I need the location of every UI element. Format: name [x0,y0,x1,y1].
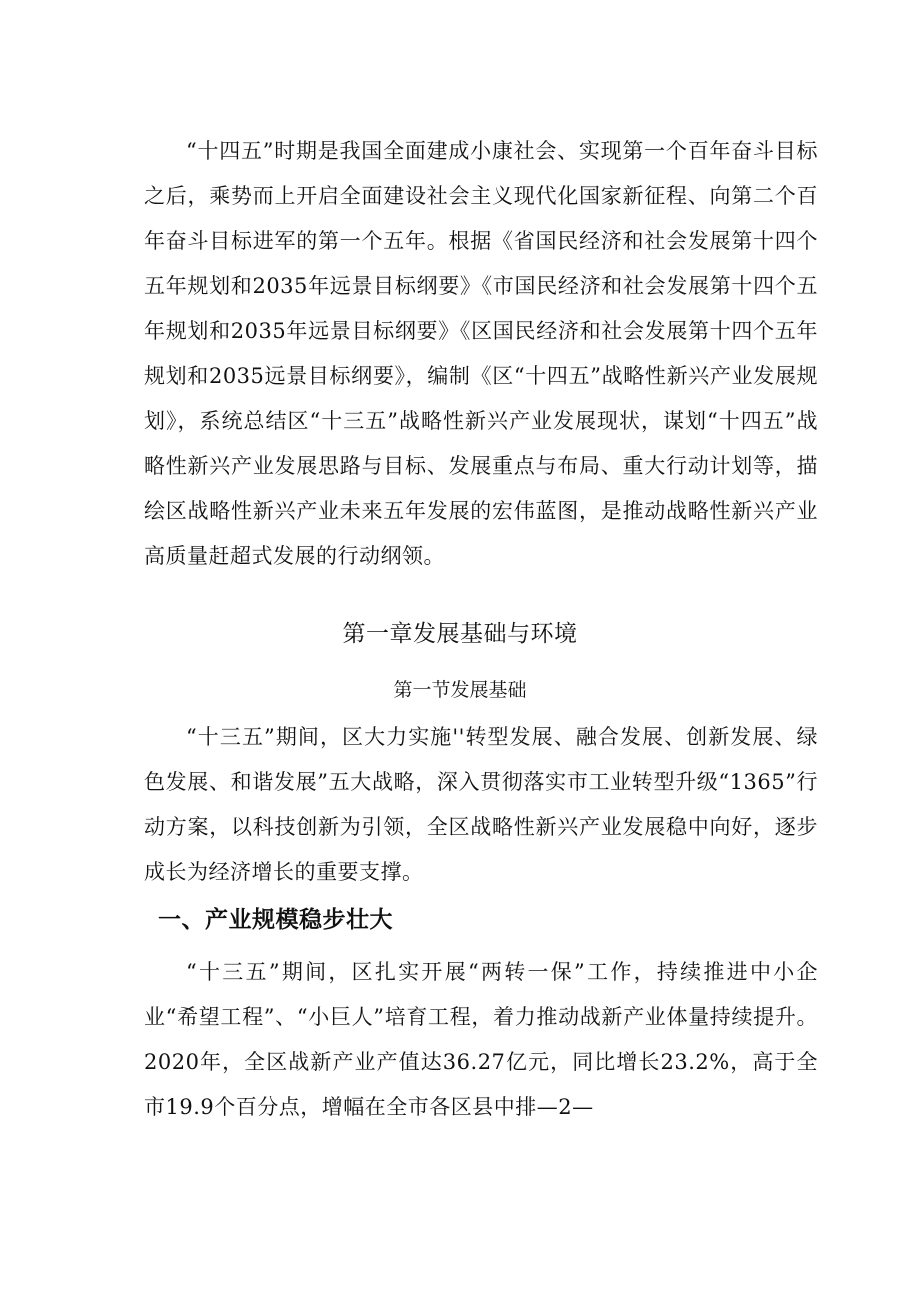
subheading-paragraph: “十三五”期间，区扎实开展“两转一保”工作，持续推进中小企业“希望工程”、“小巨人”培育工程，着力推动战新产业体量持续提升。2020年，全区战新产业产值达36.27亿元，同比增长23.2%，高于全市19.9个百分点，增幅在全市各区县中排—2— [144,960,818,1119]
section-paragraph: “十三五”期间，区大力实施''转型发展、融合发展、创新发展、绿色发展、和谐发展”五大战略，深入贯彻落实市工业转型升级“1365”行动方案，以科技创新为引领，全区战略性新兴产业发展稳中向好，逐步成长为经济增长的重要支撑。 [144,725,818,884]
intro-paragraph: “十四五”时期是我国全面建成小康社会、实现第一个百年奋斗目标之后，乘势而上开启全面建设社会主义现代化国家新征程、向第二个百年奋斗目标进军的第一个五年。根据《省国民经济和社会发展第十四个五年规划和2035年远景目标纲要》《市国民经济和社会发展第十四个五年规划和2035年远景目标纲要》《区国民经济和社会发展第十四个五年规划和2035远景目标纲要》，编制《区“十四五”战略性新兴产业发展规划》，系统总结区“十三五”战略性新兴产业发展现状，谋划“十四五”战略性新兴产业发展思路与目标、发展重点与布局、重大行动计划等，描绘区战略性新兴产业未来五年发展的宏伟蓝图，是推动战略性新兴产业高质量赶超式发展的行动纲领。 [144,139,818,568]
chapter-title: 第一章发展基础与环境 [342,621,578,647]
section-title: 第一节发展基础 [393,679,527,701]
subheading: 一、产业规模稳步壮大 [158,907,393,933]
